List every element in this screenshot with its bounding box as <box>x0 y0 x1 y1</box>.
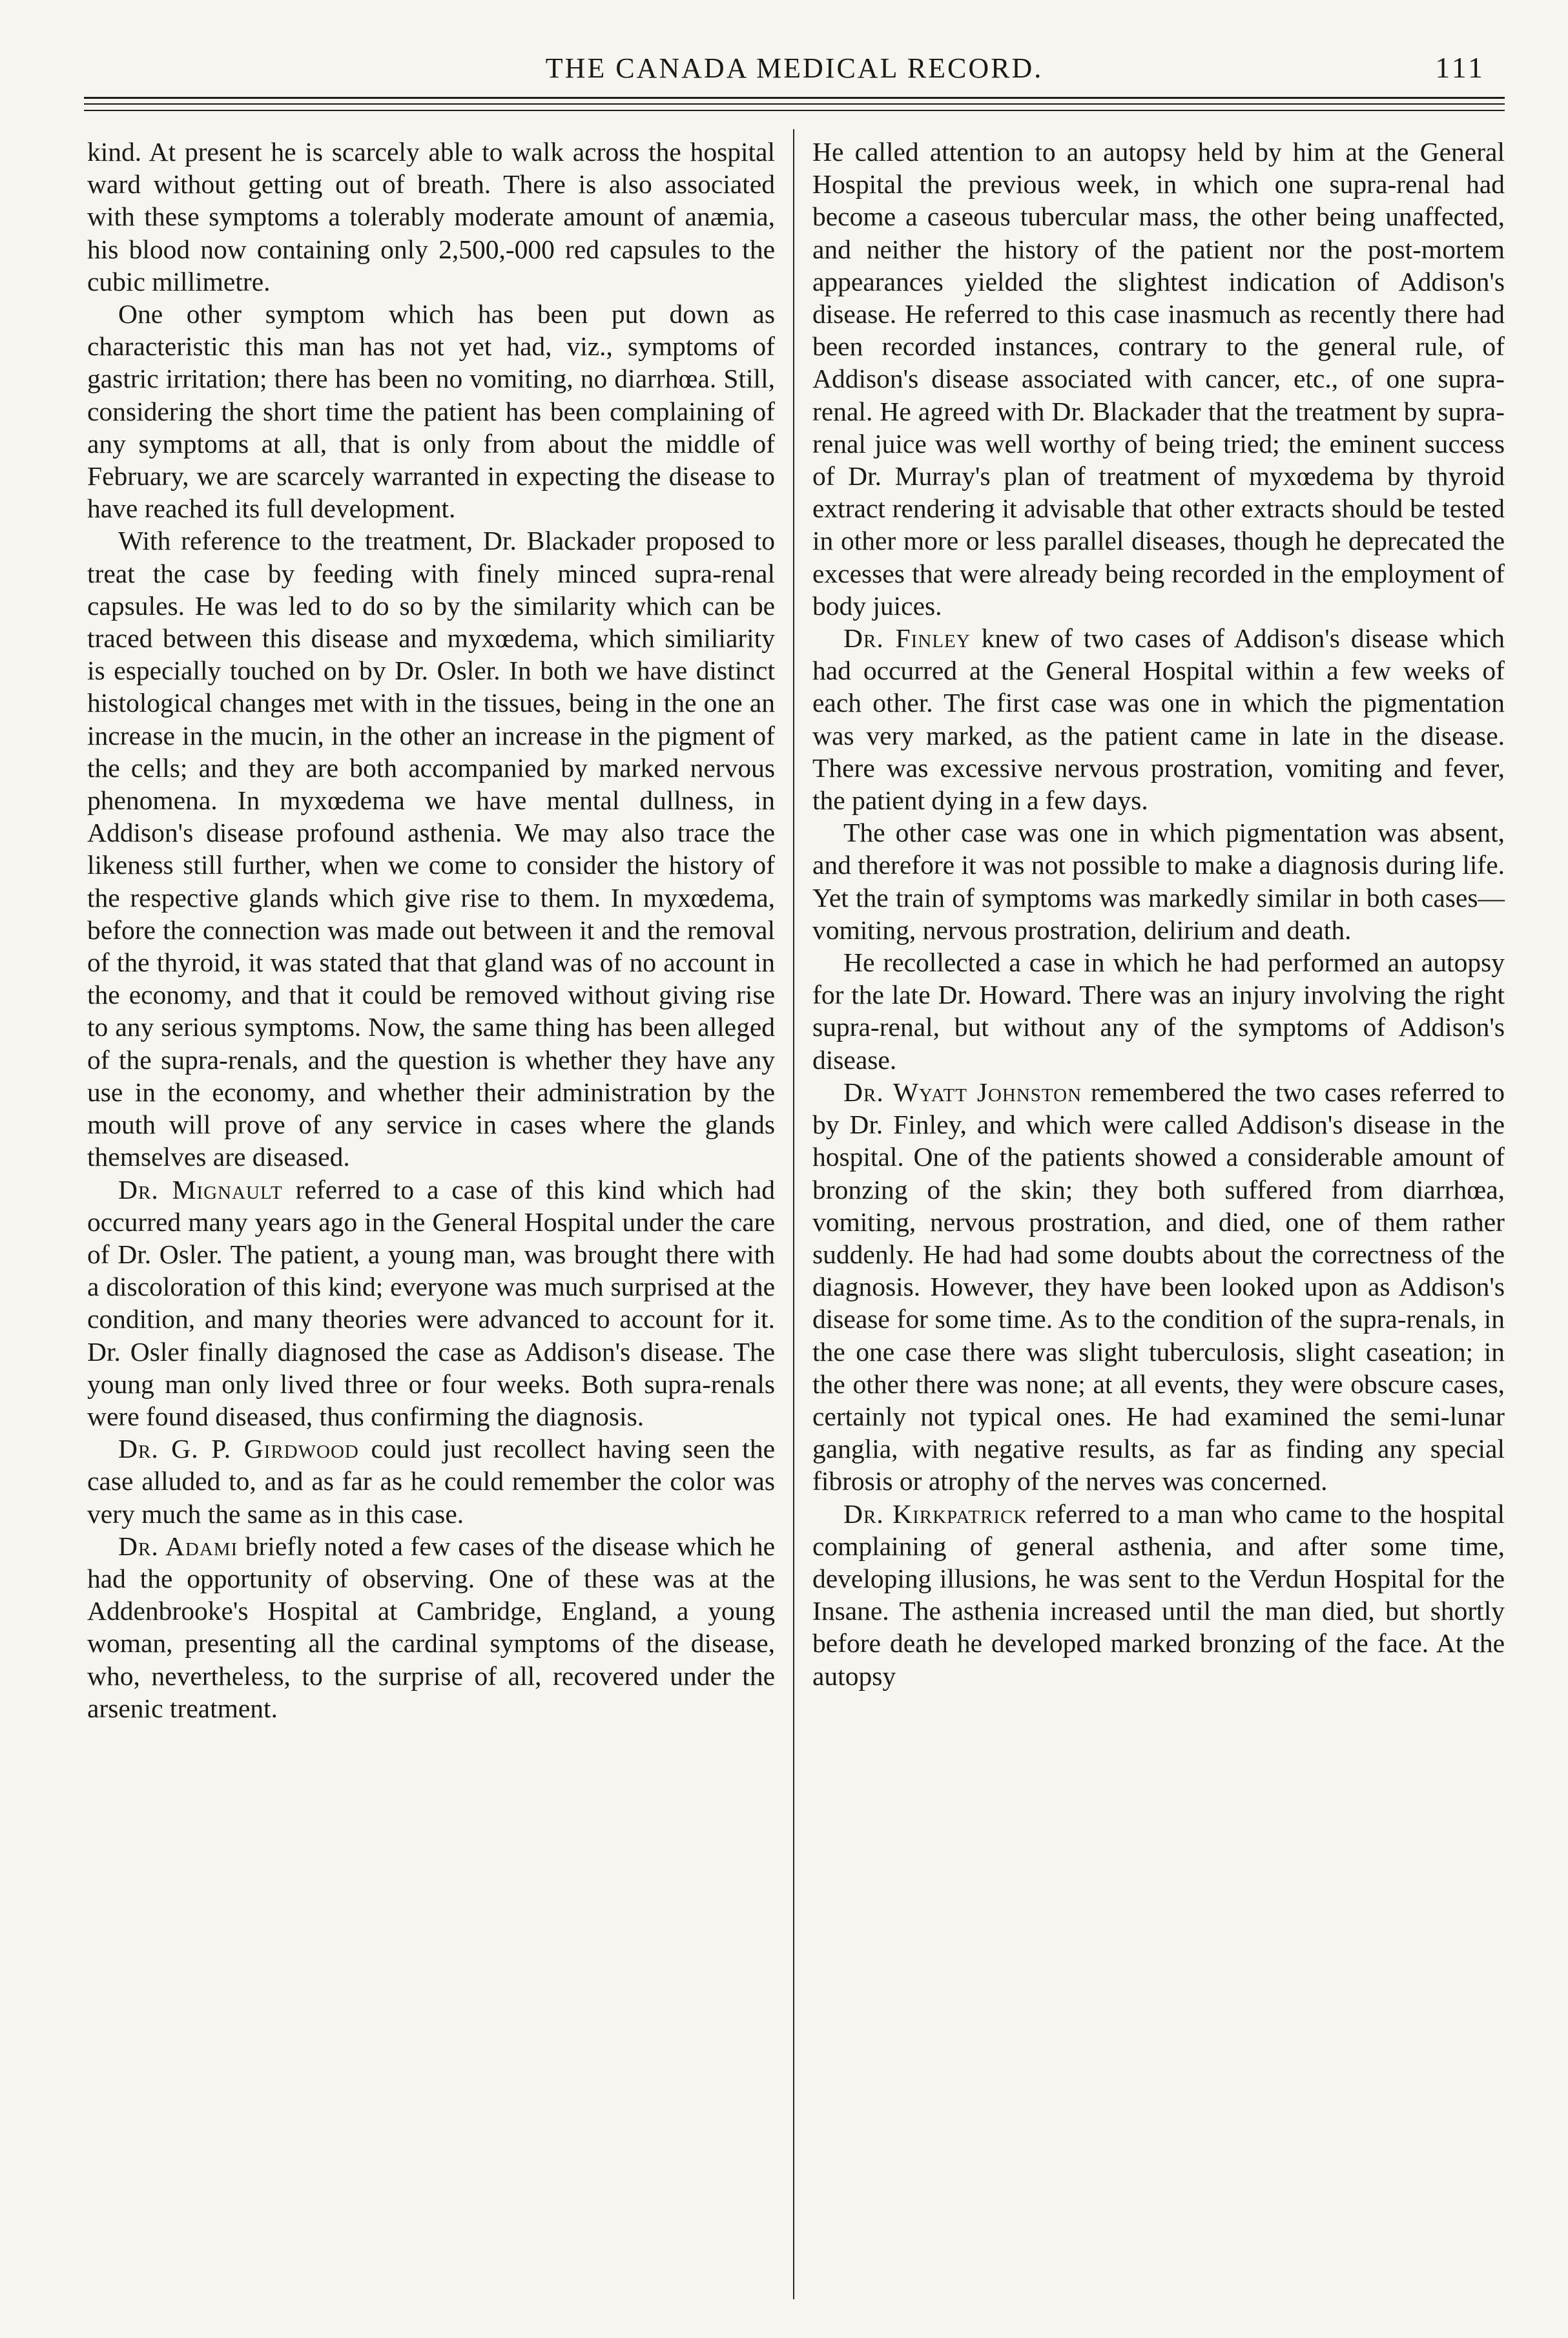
page-number: 111 <box>1435 51 1485 84</box>
paragraph <box>87 136 775 298</box>
paragraph-text: kind. At present he is scarcely able to walk across the hospital ward without getting out of breath. There is also associated with these symptoms a tolerably moderate amount of anæmia, his blood now containing only 2,500,-000 red capsules to the cubic millimetre. <box>87 137 775 296</box>
paragraph-text: referred to a man who came to the hospital complaining of general asthenia, and after some time, developing illusions, he was sent to the Verdun Hospital for the Insane. The asthenia increased until the man died, but shortly before death he developed marked bronzing of the face. At the autopsy <box>812 1498 1505 1691</box>
running-title: THE CANADA MEDICAL RECORD. <box>545 52 1044 84</box>
paragraph <box>87 1530 775 1724</box>
paragraph-text: knew of two cases of Addison's disease which had occurred at the General Hospital within a few weeks of each other. The first case was one in which the pigmentation was very marked, as the patient came in late in the disease. There was excessive nervous prostration, vomiting and fever, the patient dying in a few days. <box>812 623 1505 816</box>
header-rule-bottom <box>84 110 1505 111</box>
paragraph <box>812 136 1505 622</box>
paragraph-text: referred to a case of this kind which had occurred many years ago in the General Hospital under the care of Dr. Osler. The patient, a young man, was brought there with a discoloration of this kind; everyone was much surprised at the condition, and many theories were advanced to account for it. Dr. Osler finally diagnosed the case as Addison's disease. The young man only lived three or four weeks. Both supra-renals were found diseased, thus confirming the diagnosis. <box>87 1174 775 1431</box>
right-column <box>812 136 1505 1692</box>
left-column <box>87 136 775 1724</box>
paragraph <box>812 946 1505 1076</box>
paragraph <box>87 524 775 1173</box>
speaker-name: Dr. Kirkpatrick <box>843 1498 1028 1529</box>
speaker-name: Dr. G. P. Girdwood <box>118 1434 359 1464</box>
paragraph-text: With reference to the treatment, Dr. Blackader proposed to treat the case by feeding with finely minced supra-renal capsules. He was led to do so by the similarity which can be traced between this disease and myxœdema, which similiarity is especially touched on by Dr. Osler. In both we have distinct histological changes met with in the tissues, being in the one an increase in the mucin, in the other an increase in the pigment of the cells; and they are both accompanied by marked nervous phenomena. In myxœdema we have mental dullness, in Addison's disease profound asthenia. We may also trace the likeness still further, when we come to consider the history of the respective glands which give rise to them. In myxœdema, before the connection was made out between it and the removal of the thyroid, it was stated that that gland was of no account in the economy, and that it could be removed without giving rise to any serious symptoms. Now, the same thing has been alleged of the supra-renals, and the question is whether they have any use in the economy, and whether their administration by the mouth will prove of any service in cases where the glands themselves are diseased. <box>87 526 775 1172</box>
paragraph-text: One other symptom which has been put down as characteristic this man has not yet had, viz., symptoms of gastric irritation; there has been no vomiting, no diarrhœa. Still, considering the short time the patient has been complaining of any symptoms at all, that is only from about the middle of February, we are scarcely warranted in expecting the disease to have reached its full development. <box>87 299 775 524</box>
paragraph <box>812 816 1505 946</box>
speaker-name: Dr. Finley <box>843 623 971 654</box>
paragraph-text: remembered the two cases referred to by Dr. Finley, and which were called Addison's disease in the hospital. One of the patients showed a considerable amount of bronzing of the skin; they both suffered from diarrhœa, vomiting, nervous prostration, and died, one of them rather suddenly. He had had some doubts about the correctness of the diagnosis. However, they have been looked upon as Addison's disease for some time. As to the condition of the supra-renals, in the one case there was slight tuberculosis, slight caseation; in the other there was none; at all events, they were obscure cases, certainly not typical ones. He had examined the semi-lunar ganglia, with negative results, as far as finding any special fibrosis or atrophy of the nerves was concerned. <box>812 1077 1505 1496</box>
speaker-name: Dr. Mignault <box>118 1174 283 1205</box>
column-divider <box>793 129 794 2299</box>
speaker-name: Dr. Wyatt Johnston <box>843 1077 1082 1107</box>
paragraph-text: briefly noted a few cases of the disease which he had the opportunity of observing. One of these was at the Addenbrooke's Hospital at Cambridge, England, a young woman, presenting all the cardinal symptoms of the disease, who, nevertheless, to the surprise of all, recovered under the arsenic treatment. <box>87 1531 776 1723</box>
paragraph-text: He recollected a case in which he had performed an autopsy for the late Dr. Howard. There was an injury involving the right supra-renal, but without any of the symptoms of Addison's disease. <box>812 947 1505 1075</box>
header-rule-top <box>84 97 1505 99</box>
paragraph <box>812 1498 1505 1692</box>
speaker-name: Dr. Adami <box>118 1531 238 1561</box>
paragraph <box>87 1433 775 1530</box>
header-rule-middle <box>84 103 1505 105</box>
paragraph <box>87 1174 775 1433</box>
paragraph-text: could just recollect having seen the case alluded to, and as far as he could remember the color was very much the same as in this case. <box>87 1434 775 1529</box>
paragraph-text: The other case was one in which pigmentation was absent, and therefore it was not possible to make a diagnosis during life. Yet the train of symptoms was markedly similar in both cases—vomiting, nervous prostration, delirium and death. <box>812 818 1505 945</box>
paragraph <box>812 1076 1505 1498</box>
page-header <box>84 45 1505 90</box>
paragraph <box>812 622 1505 816</box>
paragraph <box>87 298 775 524</box>
paragraph-text: He called attention to an autopsy held by him at the General Hospital the previous week, in which one supra-renal had become a caseous tubercular mass, the other being unaffected, and neither the history of the patient nor the post-mortem appearances yielded the slightest indication of Addison's disease. He referred to this case inasmuch as recently there had been recorded instances, contrary to the general rule, of Addison's disease associated with cancer, etc., of one supra-renal. He agreed with Dr. Blackader that the treatment by supra-renal juice was well worthy of being tried; the eminent success of Dr. Murray's plan of treatment of myxœdema by thyroid extract rendering it advisable that other extracts should be tested in other more or less parallel diseases, though he deprecated the excesses that were already being recorded in the employment of body juices. <box>812 137 1505 621</box>
